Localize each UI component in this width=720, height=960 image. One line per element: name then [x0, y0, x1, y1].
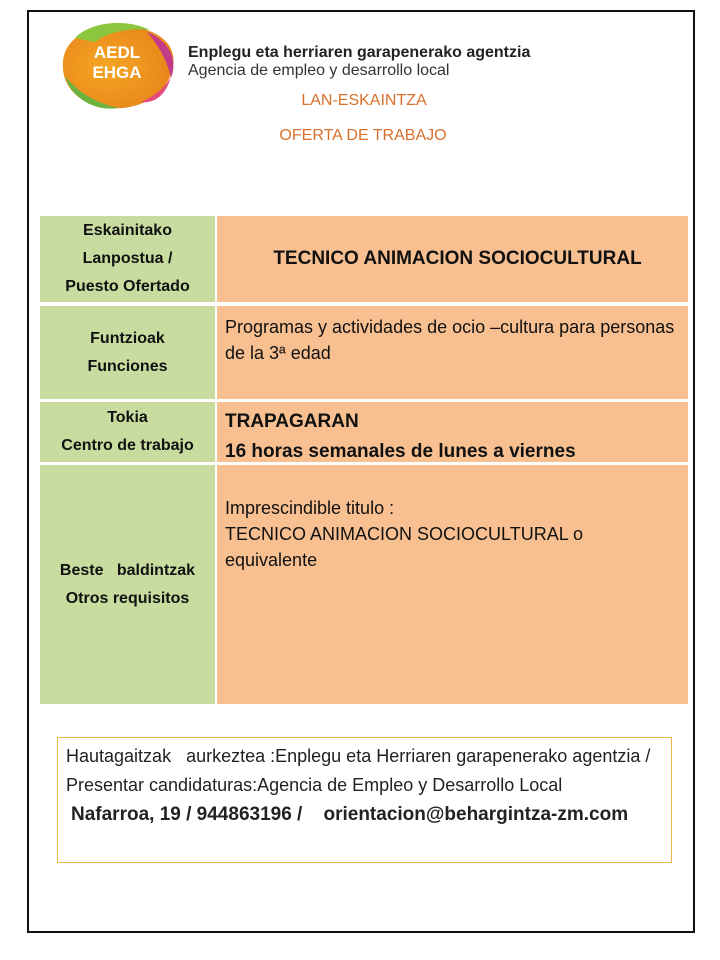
agency-name-spanish: Agencia de empleo y desarrollo local — [188, 62, 450, 79]
contact-address: Nafarroa, 19 / 944863196 / — [71, 804, 303, 825]
row-position — [40, 216, 688, 302]
workplace-schedule: 16 horas semanales de lunes a viernes — [225, 441, 576, 462]
requirements-line: TECNICO ANIMACION SOCIOCULTURAL o equivalente — [225, 524, 584, 570]
requirements-text — [217, 465, 688, 573]
functions-label-line: Funtzioak — [90, 329, 165, 347]
position-value-cell — [217, 216, 688, 302]
job-title: TECNICO ANIMACION SOCIOCULTURAL — [273, 248, 642, 269]
position-label — [40, 216, 215, 302]
requirements-value-cell — [217, 465, 688, 704]
workplace-label — [40, 402, 215, 462]
contact-email[interactable]: orientacion@behargintza-zm.com — [323, 804, 629, 825]
functions-label-line: Funciones — [87, 357, 168, 375]
functions-text: Programas y actividades de ocio –cultura para personas de la 3ª edad — [225, 317, 675, 363]
logo-line-2: EHGA — [92, 63, 142, 82]
position-label-line: Eskainitako — [83, 222, 172, 239]
row-requirements — [40, 465, 688, 704]
heading-basque: LAN-ESKAINTZA — [301, 92, 427, 109]
agency-name-basque: Enplegu eta herriaren garapenerako agentzia — [188, 44, 531, 61]
requirements-label-line: Otros requisitos — [65, 589, 190, 607]
requirements-line: Imprescindible titulo : — [225, 498, 395, 518]
functions-label — [40, 306, 215, 399]
workplace-value-cell — [217, 402, 688, 462]
logo-line-1: AEDL — [93, 43, 141, 62]
position-label-line: Puesto Ofertado — [65, 278, 190, 295]
workplace-label-line: Tokia — [107, 409, 148, 426]
application-text: Hautagaitzak aurkeztea :Enplegu eta Herriaren garapenerako agentzia / Presentar candidaturas:Agencia de Empleo y Desarrollo Local — [66, 746, 656, 795]
logo-text — [83, 43, 151, 83]
workplace-location: TRAPAGARAN — [225, 411, 359, 432]
functions-value-cell — [217, 306, 688, 399]
row-workplace — [40, 402, 688, 462]
contact-line — [66, 800, 663, 829]
workplace-label-line: Centro de trabajo — [61, 437, 194, 454]
requirements-label-line: Beste baldintzak — [59, 561, 196, 579]
requirements-label — [40, 465, 215, 704]
workplace-text — [217, 402, 688, 467]
position-label-line: Lanpostua / — [82, 250, 173, 267]
application-info-box — [57, 737, 672, 863]
heading-spanish: OFERTA DE TRABAJO — [279, 127, 447, 144]
row-functions — [40, 306, 688, 399]
